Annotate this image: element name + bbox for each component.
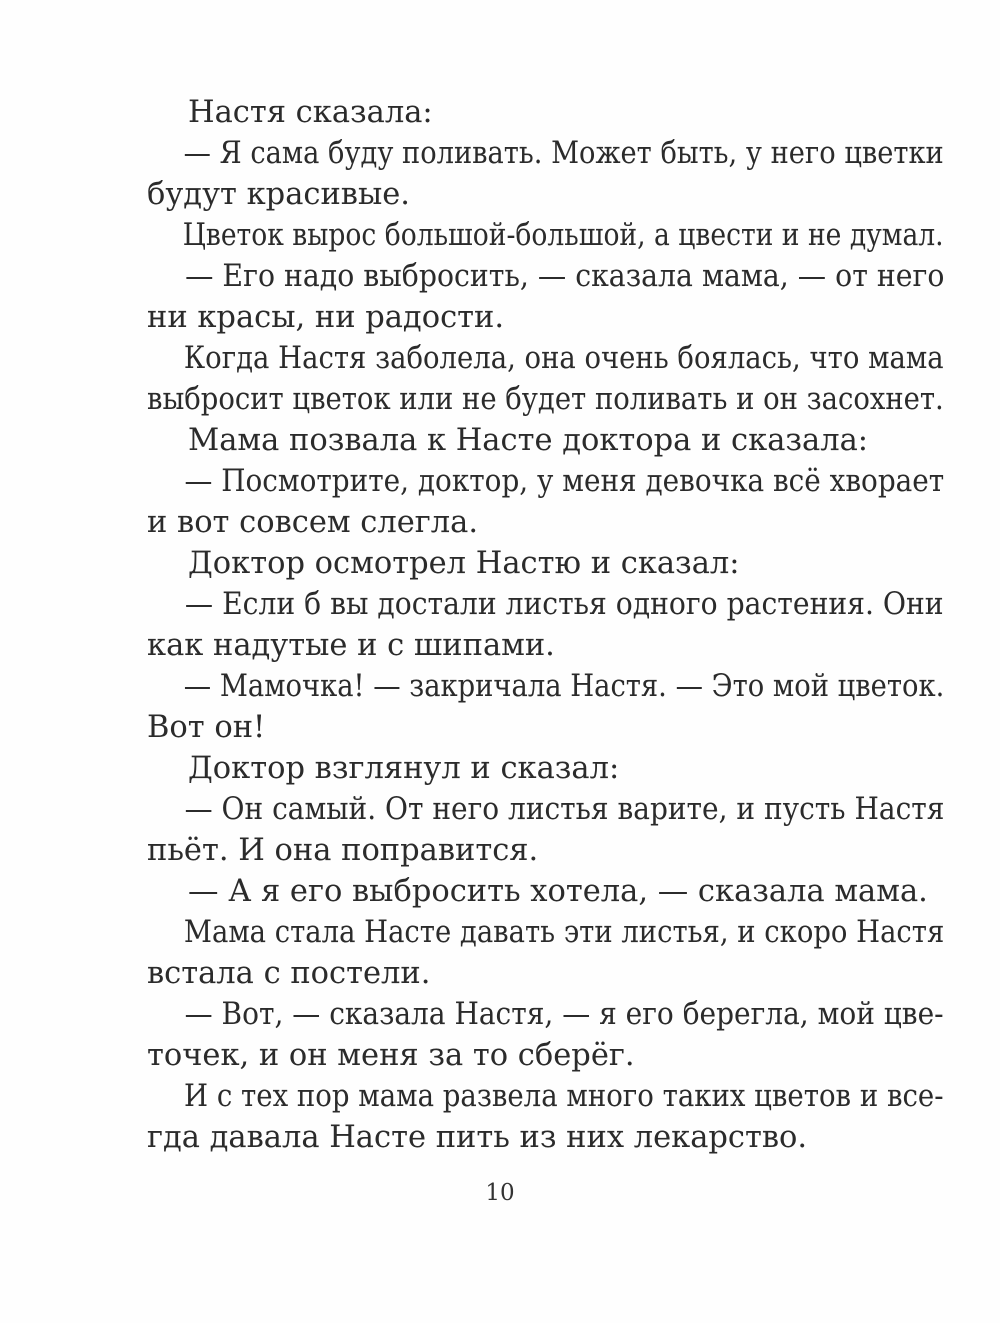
text-line: Доктор взглянул и сказал:	[188, 751, 620, 786]
text-line: Когда Настя заболела, она очень боялась, что мама	[183, 341, 944, 376]
text-line: И с тех пор мама развела много таких цветов и все-	[184, 1079, 944, 1114]
text-line: — Посмотрите, доктор, у меня девочка всё хворает	[184, 464, 945, 499]
text-line: Вот он!	[147, 710, 266, 745]
text-line: — Вот, — сказала Настя, — я его берегла, мой цве-	[184, 997, 944, 1032]
text-line: пьёт. И она поправится.	[147, 833, 539, 868]
text-line: гда давала Насте пить из них лекарство.	[147, 1120, 808, 1155]
text-line: Настя сказала:	[188, 95, 433, 130]
text-line: — Его надо выбросить, — сказала мама, — от него	[185, 259, 945, 294]
text-line: как надутые и с шипами.	[147, 628, 555, 663]
text-line: точек, и он меня за то сберёг.	[147, 1038, 635, 1073]
text-line: — Он самый. От него листья варите, и пусть Настя	[184, 792, 945, 827]
text-line: и вот совсем слегла.	[147, 505, 479, 540]
text-line: — Если б вы достали листья одного растения. Они	[184, 587, 944, 622]
text-line: — А я его выбросить хотела, — сказала мама.	[188, 874, 928, 909]
text-line: — Я сама буду поливать. Может быть, у него цветки	[183, 136, 944, 171]
text-line: Цветок вырос большой-большой, а цвести и не думал.	[182, 218, 944, 253]
text-line: выбросит цветок или не будет поливать и он засохнет.	[147, 382, 944, 417]
text-line: — Мамочка! — закричала Настя. — Это мой цветок.	[183, 669, 945, 704]
text-line: встала с постели.	[147, 956, 431, 991]
text-line: Мама позвала к Насте доктора и сказала:	[188, 423, 869, 458]
page-number: 10	[485, 1180, 515, 1206]
text-line: Доктор осмотрел Настю и сказал:	[188, 546, 740, 581]
text-line: Мама стала Насте давать эти листья, и скоро Настя	[183, 915, 945, 950]
text-line: ни красы, ни радости.	[147, 300, 505, 335]
story-text	[147, 92, 947, 1158]
text-line: будут красивые.	[147, 177, 410, 212]
